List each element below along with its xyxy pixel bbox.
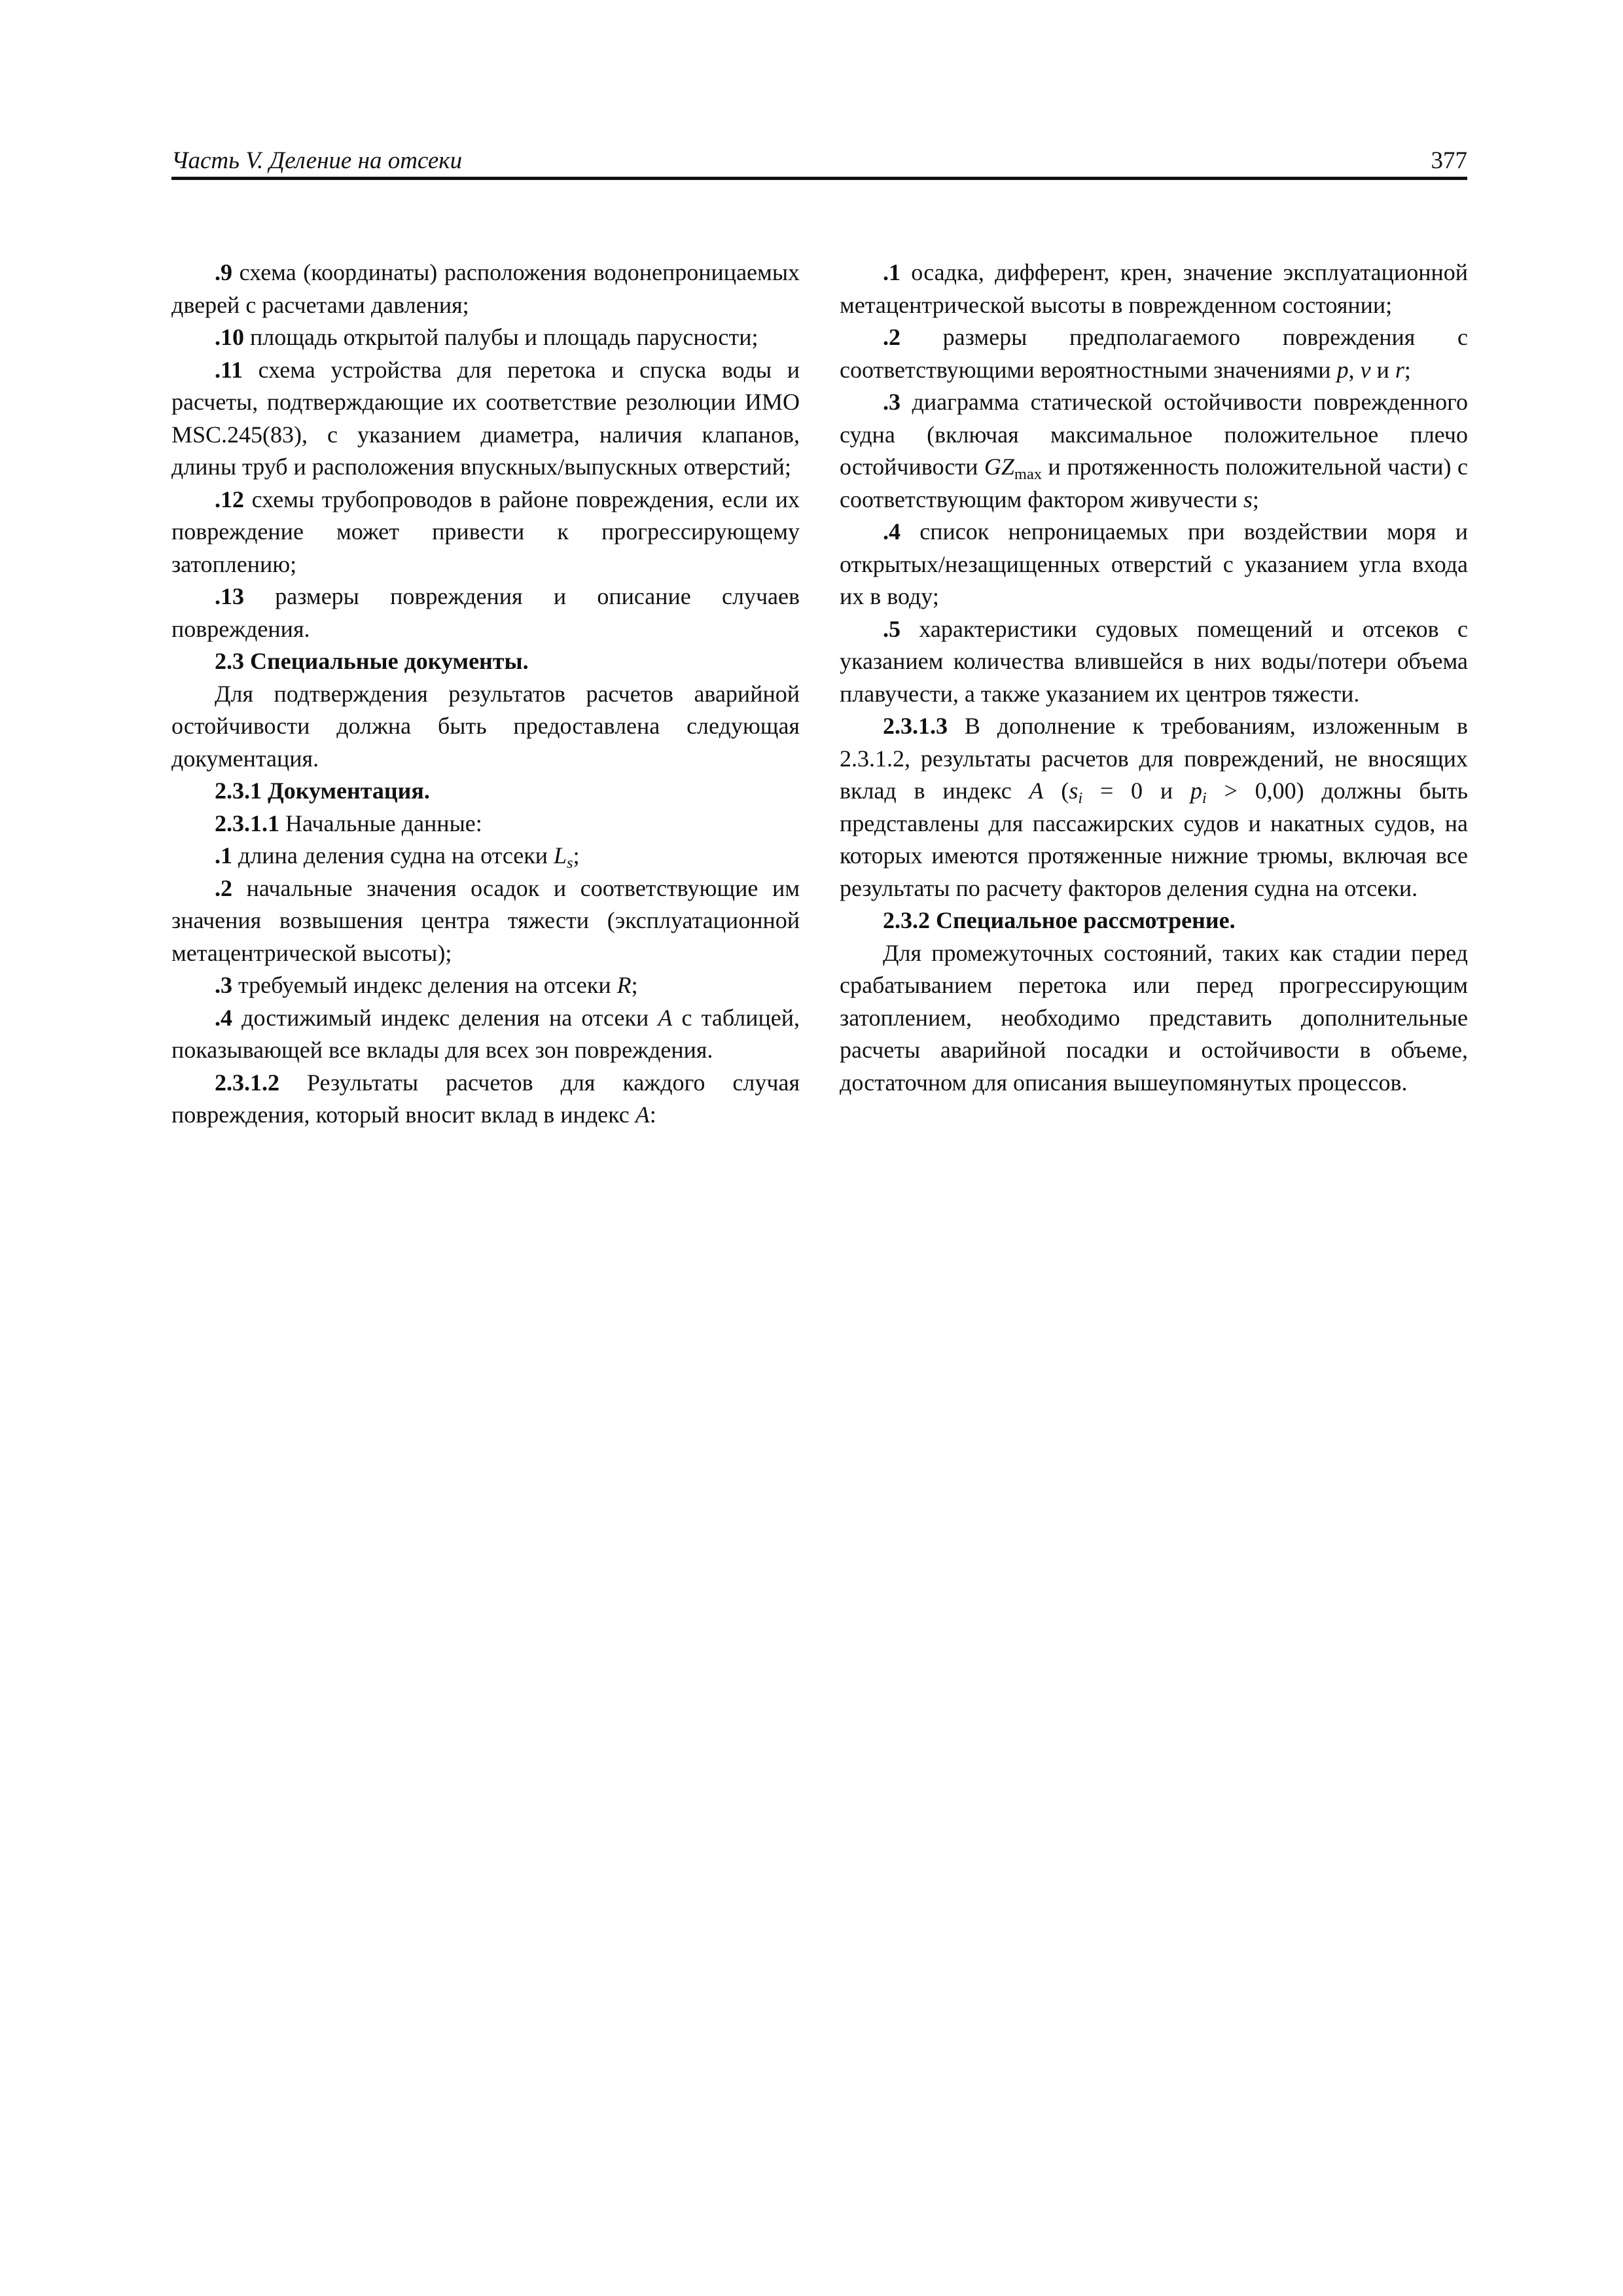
list-item: .1 осадка, дифферент, крен, значение эксплуатационной метацентрической высоты в поврежденном состоянии; (840, 259, 1468, 318)
list-item: .10 площадь открытой палубы и площадь парусности; (215, 324, 758, 350)
list-item: .5 характеристики судовых помещений и отсеков с указанием количества влившейся в них воды/потери объема плавучести, а также указанием их центров тяжести. (840, 615, 1468, 707)
list-item: .13 размеры повреждения и описание случаев повреждения. (171, 583, 800, 642)
left-column (171, 257, 800, 1132)
paragraph: 2.3.1.3 В дополнение к требованиям, изложенным в 2.3.1.2, результаты расчетов для повреждений, не вносящих вклад в индекс A ($s_i = 0$ и $p_i > 0,00$) должны быть представлены для пассажирских судов и накатных судов, на которых имеются протяженные нижние трюмы, включая все результаты по расчету факторов деления судна на отсеки. (840, 713, 1468, 901)
paragraph: Для промежуточных состояний, таких как стадии перед срабатыванием перетока или перед прогрессирующим затоплением, необходимо представить дополнительные расчеты аварийной посадки и остойчивости в объеме, достаточном для описания вышеупомянутых процессов. (840, 939, 1468, 1096)
list-item: .2 размеры предполагаемого повреждения с соответствующими вероятностными значениями p, v и r; (840, 324, 1468, 383)
page-number: 377 (1431, 147, 1467, 174)
page-header (171, 145, 1467, 177)
list-item: .12 схемы трубопроводов в районе повреждения, если их повреждение может привести к прогрессирующему затоплению; (171, 486, 800, 577)
paragraph: 2.3.1.2 Результаты расчетов для каждого случая повреждения, который вносит вклад в индекс A: (171, 1069, 800, 1128)
paragraph: Для подтверждения результатов расчетов аварийной остойчивости должна быть предоставлена следующая документация. (171, 680, 800, 772)
header-rule (171, 177, 1467, 180)
list-item: .3 диаграмма статической остойчивости поврежденного судна (включая максимальное положительное плечо остойчивости $GZ_{max}$ и протяженность положительной части) с соответствующим фактором живучести s; (840, 389, 1468, 512)
running-title: Часть V. Деление на отсеки (171, 147, 463, 174)
list-item: .9 схема (координаты) расположения водонепроницаемых дверей с расчетами давления; (171, 259, 800, 318)
list-item: .4 список непроницаемых при воздействии моря и открытых/незащищенных отверстий с указанием угла входа их в воду; (840, 518, 1468, 609)
list-item: .4 достижимый индекс деления на отсеки A с таблицей, показывающей все вклады для всех зон повреждения. (171, 1004, 800, 1063)
right-column (840, 257, 1468, 1099)
list-item: .2 начальные значения осадок и соответствующие им значения возвышения центра тяжести (эксплуатационной метацентрической высоты); (171, 874, 800, 966)
paragraph: 2.3.1.1 Начальные данные: (215, 810, 482, 836)
section-heading: 2.3 Специальные документы. (215, 648, 529, 674)
list-item: .3 требуемый индекс деления на отсеки R; (215, 972, 638, 998)
section-heading: 2.3.1 Документация. (215, 778, 430, 804)
list-item: .11 схема устройства для перетока и спуска воды и расчеты, подтверждающие их соответствие резолюции ИМО MSC.245(83), с указанием диаметра, наличия клапанов, длины труб и расположения впускных/выпускных отверстий; (171, 356, 800, 480)
list-item: .1 длина деления судна на отсеки $L_s$; (215, 842, 580, 872)
section-heading: 2.3.2 Специальное рассмотрение. (883, 907, 1236, 933)
